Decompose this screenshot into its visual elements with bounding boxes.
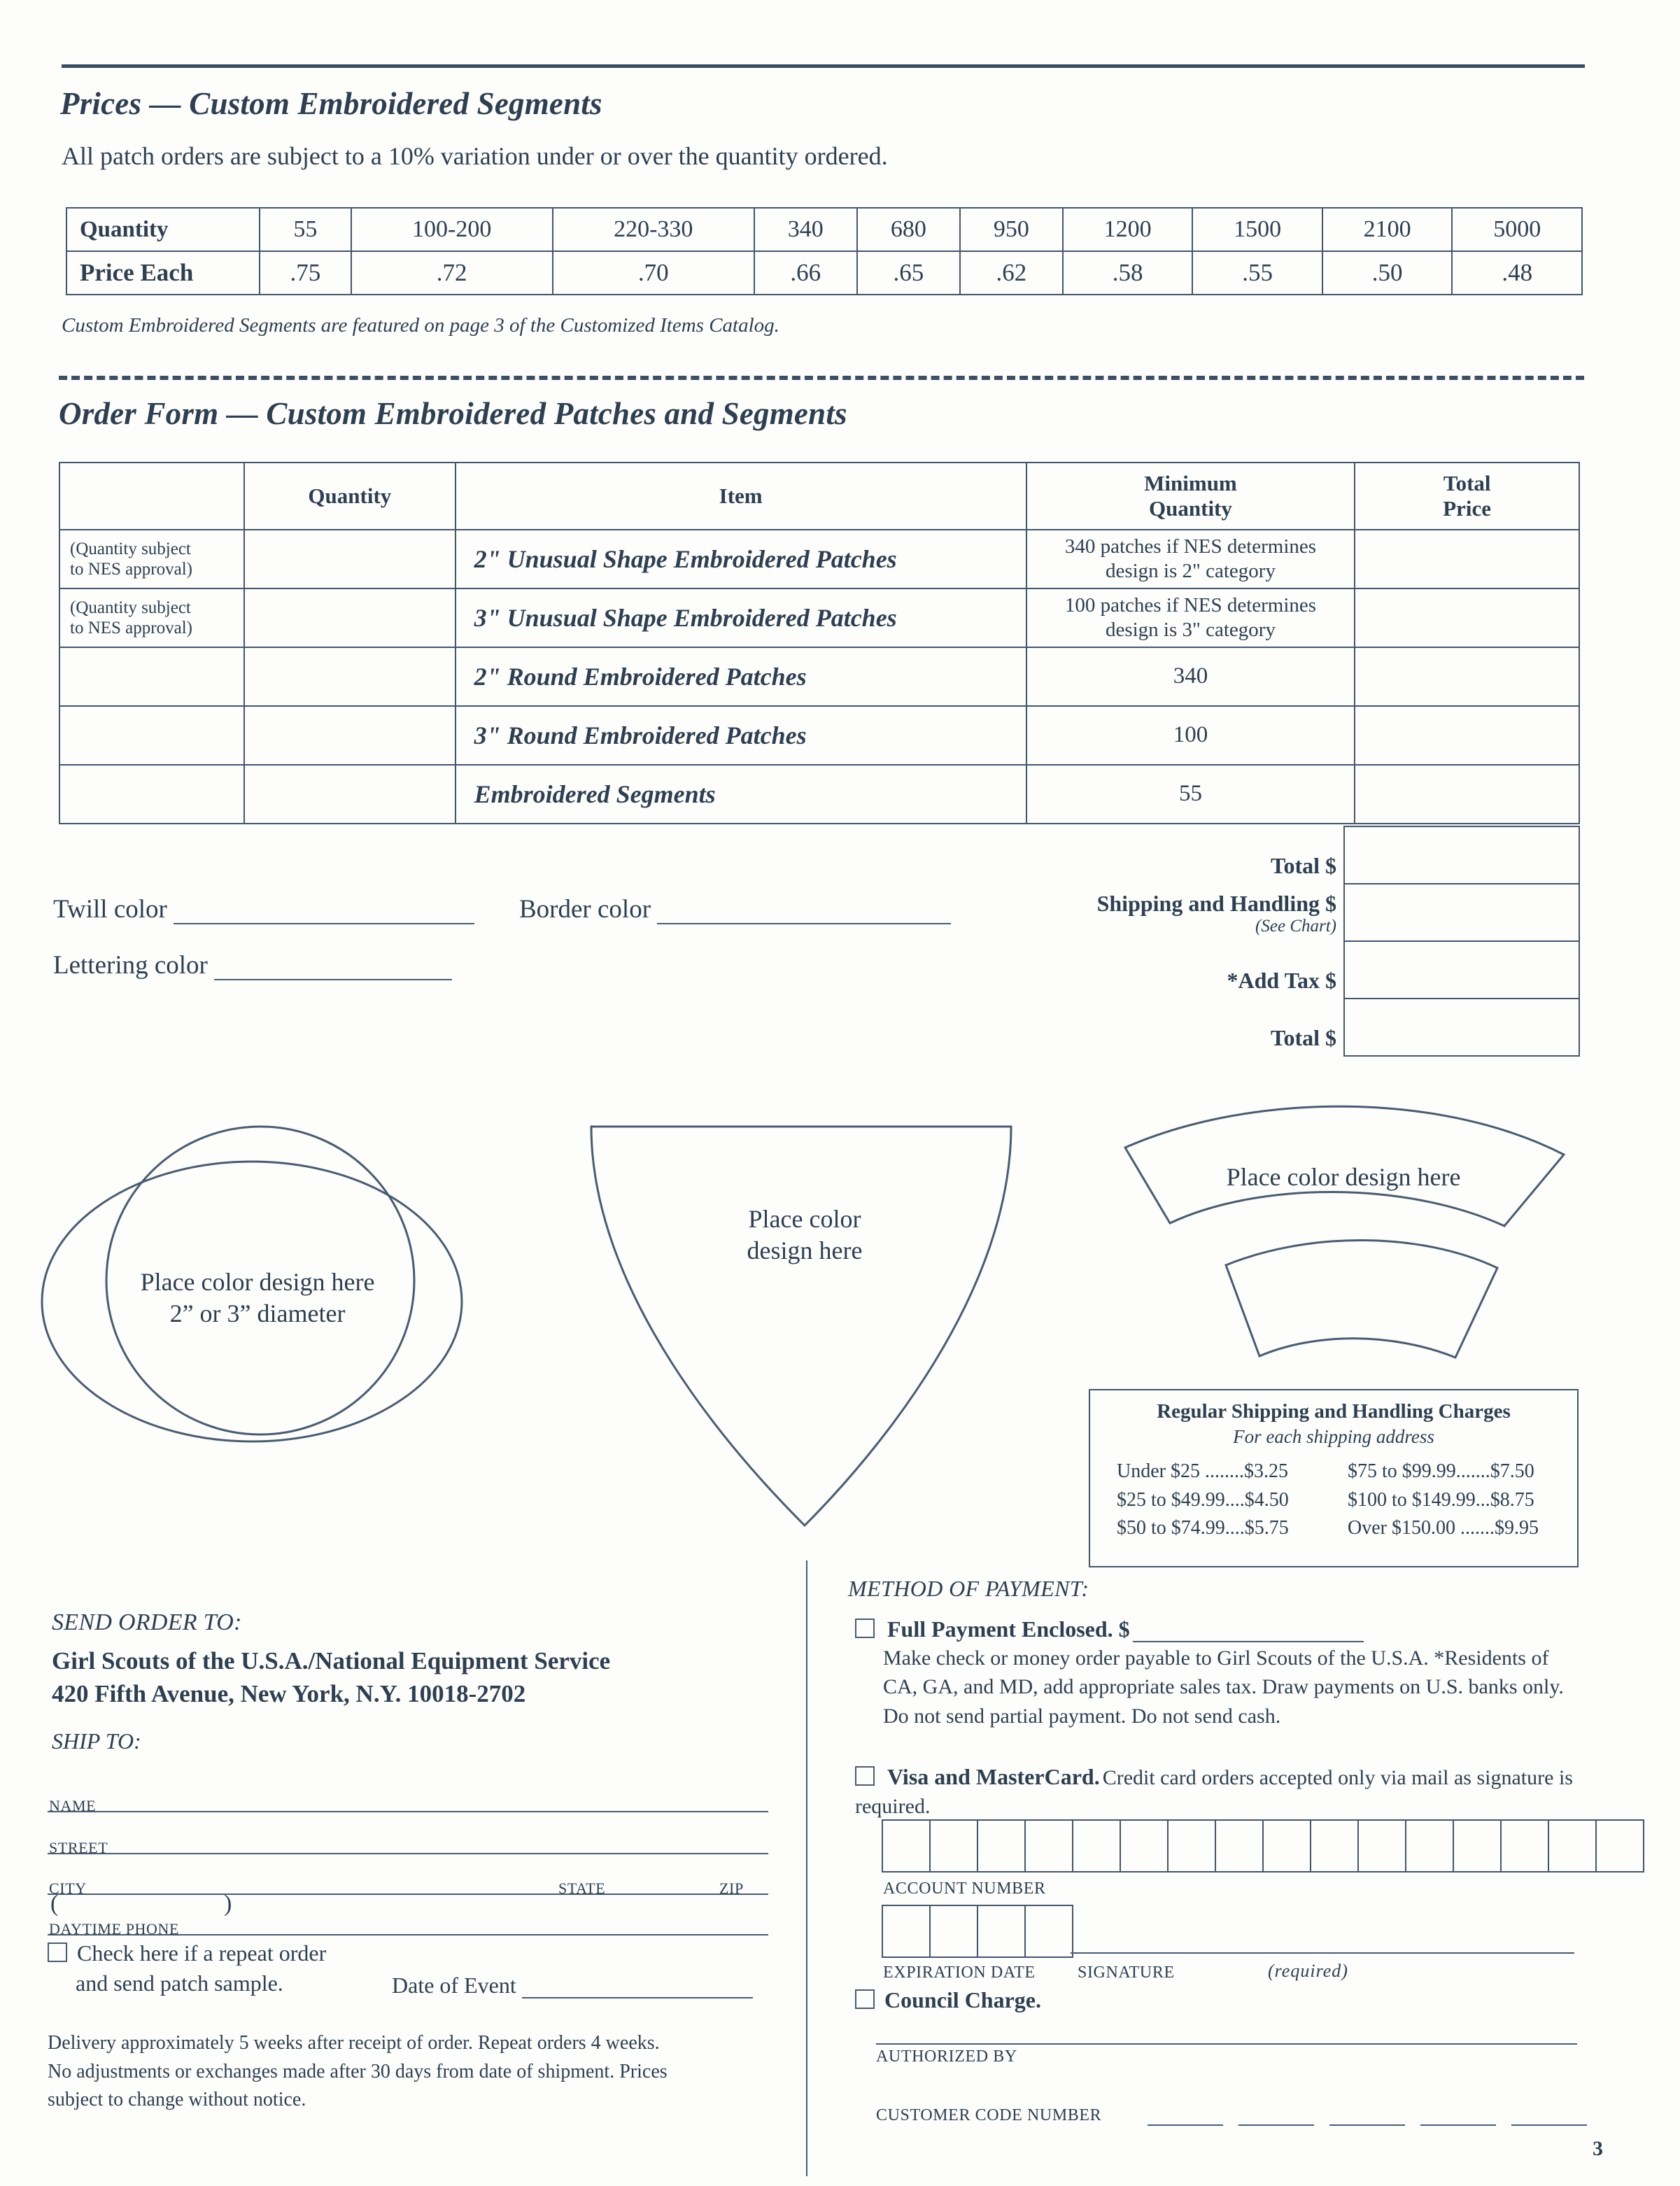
row-note-line1: (Quantity subject [70,598,191,617]
council-charge-option[interactable] [855,1987,1041,2013]
quantity-cell: 950 [960,208,1063,251]
header-item: Item [456,463,1026,530]
repeat-order-label-line1: Check here if a repeat order [77,1940,327,1966]
full-payment-amount-input[interactable] [1133,1617,1364,1642]
wedge-instruction-line2: design here [747,1236,863,1264]
round-patch-instruction-line2: 2” or 3” diameter [169,1299,346,1327]
price-table-quantity-row [66,208,1582,251]
account-number-cell[interactable] [1453,1819,1502,1873]
lettering-color-label: Lettering color [53,951,208,980]
account-number-cell[interactable] [882,1819,931,1873]
account-number-input[interactable] [883,1819,1644,1873]
account-number-cell[interactable] [1500,1819,1549,1873]
credit-card-option[interactable] [855,1763,1590,1821]
price-table [66,207,1583,295]
customer-code-label: CUSTOMER CODE NUMBER [876,2106,1102,2124]
method-of-payment-heading: METHOD OF PAYMENT: [848,1576,1089,1601]
account-number-cell[interactable] [929,1819,978,1873]
quantity-cell: 2100 [1322,208,1453,251]
border-color-field[interactable] [519,894,951,924]
shipping-chart-row [1117,1486,1551,1515]
quantity-cell: 55 [260,208,351,251]
quantity-cell: 100-200 [351,208,553,251]
quantity-input-cell[interactable] [244,706,456,765]
street-field[interactable] [48,1812,768,1854]
row-note [59,588,244,647]
row-note [59,530,244,588]
name-field[interactable] [48,1770,768,1812]
minimum-quantity-cell [1026,588,1355,647]
quantity-input-cell[interactable] [244,647,456,706]
delivery-terms-line3: subject to change without notice. [48,2089,306,2111]
phone-paren-close: ) [224,1891,232,1917]
header-total-line2: Price [1443,496,1492,521]
totals-label [1097,891,1336,936]
header-minimum-line1: Minimum [1144,471,1237,496]
customer-code-segment[interactable] [1329,2110,1405,2126]
quantity-cell: 1200 [1063,208,1193,251]
quantity-input-cell[interactable] [244,588,456,647]
date-of-event-field[interactable] [392,1972,753,1998]
authorized-by-input[interactable] [876,2043,1577,2045]
account-number-cell[interactable] [1120,1819,1169,1873]
account-number-cell[interactable] [1405,1819,1454,1873]
date-of-event-input[interactable] [522,1972,753,1998]
totals-box [1096,826,1580,1057]
price-cell: .55 [1192,251,1322,295]
order-form-table [59,462,1580,824]
total-price-input-cell[interactable] [1355,765,1579,824]
shipping-chart-title: Regular Shipping and Handling Charges [1157,1400,1511,1423]
row-note [59,647,244,706]
row-note [59,765,244,824]
repeat-order-checkbox-group[interactable] [48,1938,326,1998]
totals-row[interactable] [1096,884,1580,942]
order-table-row [59,588,1579,647]
price-row-label-price-each: Price Each [66,251,260,295]
row-note-line1: (Quantity subject [70,539,191,558]
prices-section-subtitle: All patch orders are subject to a 10% variation under or over the quantity ordered. [62,142,888,170]
totals-row[interactable] [1271,999,1580,1057]
daytime-phone-label: DAYTIME PHONE [49,1920,180,1938]
name-label: NAME [49,1797,97,1814]
order-table-row [59,706,1579,765]
minimum-quantity-cell [1026,647,1355,706]
round-patch-instruction [62,1267,453,1330]
checkbox-icon[interactable] [855,1989,875,2009]
header-total-line1: Total [1443,471,1491,496]
state-label: STATE [558,1880,606,1897]
signature-label: SIGNATURE [1078,1963,1175,1982]
full-payment-option[interactable] [855,1616,1583,1730]
account-number-cell[interactable] [1357,1819,1406,1873]
order-table-row [59,647,1579,706]
signature-required-note: (required) [1268,1961,1348,1981]
total-price-input-cell[interactable] [1355,530,1579,588]
totals-label: *Add Tax $ [1227,968,1336,993]
order-form-title: Order Form — Custom Embroidered Patches and Segments [59,396,847,431]
checkbox-icon[interactable] [48,1942,67,1962]
quantity-cell: 220-330 [553,208,754,251]
minimum-quantity-cell [1026,765,1355,824]
round-patch-instruction-line1: Place color design here [140,1268,375,1296]
total-price-input-cell[interactable] [1355,706,1579,765]
catalog-note: Custom Embroidered Segments are featured on page 3 of the Customized Items Catalog. [62,314,779,337]
expiration-date-input[interactable] [883,1905,1073,1958]
quantity-input-cell[interactable] [244,530,456,588]
twill-color-input[interactable] [174,895,474,924]
organization-name: Girl Scouts of the U.S.A./National Equipment Service [52,1647,611,1674]
border-color-input[interactable] [657,895,951,924]
delivery-terms [48,2029,761,2115]
totals-row[interactable] [1271,826,1580,884]
expiration-cell[interactable] [882,1905,931,1958]
wedge-instruction-line1: Place color [748,1205,861,1233]
checkbox-icon[interactable] [855,1766,875,1786]
price-cell: .75 [260,251,351,295]
customer-code-segment[interactable] [1148,2110,1223,2126]
price-cell: .50 [1322,251,1453,295]
repeat-order-label-line2: and send patch sample. [76,1970,283,1996]
segment-instruction: Place color design here [1226,1163,1461,1191]
phone-paren-open: ( [50,1891,59,1917]
total-price-input-cell[interactable] [1355,588,1579,647]
price-cell: .58 [1063,251,1193,295]
council-charge-label: Council Charge. [884,1987,1041,2012]
twill-color-label: Twill color [53,895,167,924]
wedge-outline [591,1127,1011,1525]
expiration-cell[interactable] [929,1905,978,1958]
minimum-line2: design is 2" category [1105,560,1276,582]
send-order-heading: SEND ORDER TO: [52,1609,242,1635]
item-name: Embroidered Segments [456,765,1026,824]
lettering-color-input[interactable] [214,951,452,980]
totals-label: Total $ [1271,1025,1336,1050]
shipping-range-left: $25 to $49.99....$4.50 [1117,1488,1289,1511]
item-name: 3" Round Embroidered Patches [456,706,1026,765]
minimum-quantity-cell [1026,706,1355,765]
shipping-chart [1089,1389,1579,1567]
order-table-header-row [59,463,1579,530]
shipping-chart-subtitle: For each shipping address [1233,1426,1434,1447]
minimum-line1: 340 [1173,663,1208,689]
quantity-cell: 1500 [1192,208,1322,251]
account-number-cell[interactable] [1167,1819,1216,1873]
quantity-input-cell[interactable] [244,765,456,824]
header-blank [59,463,244,530]
price-cell: .72 [351,251,553,295]
prices-section-title: Prices — Custom Embroidered Segments [60,86,602,121]
item-name: 3" Unusual Shape Embroidered Patches [456,588,1026,647]
minimum-line1: 100 patches if NES determines [1064,594,1317,617]
header-minimum-quantity [1026,463,1355,530]
price-row-label-quantity: Quantity [66,208,260,251]
dashed-divider [59,376,1584,380]
customer-code-segment[interactable] [1511,2110,1587,2126]
item-name: 2" Unusual Shape Embroidered Patches [456,530,1026,588]
ship-to-heading: SHIP TO: [52,1728,141,1754]
price-cell: .62 [960,251,1063,295]
daytime-phone-field[interactable] [48,1891,768,1938]
customer-code-input[interactable] [1148,2110,1602,2126]
price-cell: .66 [754,251,857,295]
expiration-cell[interactable] [1024,1905,1073,1958]
header-total-price [1355,463,1579,530]
item-name: 2" Round Embroidered Patches [456,647,1026,706]
organization-street: 420 Fifth Avenue, New York, N.Y. 10018-2702 [52,1680,526,1708]
minimum-quantity-cell [1026,530,1355,588]
quantity-cell: 680 [857,208,960,251]
street-label: STREET [49,1839,108,1856]
credit-card-label: Visa and MasterCard. [887,1764,1100,1789]
price-cell: .48 [1452,251,1582,295]
shipping-range-left: $50 to $74.99....$5.75 [1117,1517,1289,1539]
ship-to-fields [48,1770,768,1938]
account-number-cell[interactable] [1595,1819,1644,1873]
shipping-chart-row [1117,1458,1551,1486]
twill-color-field[interactable] [53,894,474,924]
date-of-event-label: Date of Event [392,1973,516,1998]
border-color-label: Border color [519,895,651,924]
order-table-row [59,530,1579,588]
credit-card-row[interactable] [855,1763,1590,1821]
delivery-terms-line1: Delivery approximately 5 weeks after receipt of order. Repeat orders 4 weeks. [48,2032,660,2054]
customer-code-segment[interactable] [1420,2110,1496,2126]
full-payment-label: Full Payment Enclosed. $ [887,1616,1130,1642]
account-number-cell[interactable] [1072,1819,1121,1873]
minimum-line2: design is 3" category [1105,619,1276,641]
expiration-date-label: EXPIRATION DATE [883,1963,1036,1982]
row-note-line2: to NES approval) [70,619,192,637]
account-number-cell[interactable] [1262,1819,1311,1873]
header-minimum-line2: Quantity [1149,496,1232,521]
organization-address [52,1644,610,1711]
zip-label: ZIP [719,1880,744,1897]
minimum-line1: 340 patches if NES determines [1064,535,1317,558]
minimum-line1: 100 [1173,722,1208,748]
credit-card-body: Credit card orders accepted only via mail as signature is required. [855,1766,1573,1819]
totals-label: Total $ [1271,853,1336,878]
lettering-color-field[interactable] [53,950,452,980]
shipping-range-left: Under $25 ........$3.25 [1117,1460,1288,1482]
quantity-cell: 5000 [1452,208,1582,251]
row-note-line2: to NES approval) [70,560,192,579]
full-payment-row[interactable] [855,1616,1583,1642]
account-number-label: ACCOUNT NUMBER [883,1880,1046,1898]
totals-row[interactable] [1227,942,1580,999]
vertical-divider [806,1560,807,2176]
wedge-instruction [616,1204,994,1267]
account-number-cell[interactable] [1310,1819,1359,1873]
shipping-range-right: Over $150.00 .......$9.95 [1348,1517,1539,1539]
total-price-input-cell[interactable] [1355,647,1579,706]
authorized-by-label: AUTHORIZED BY [876,2047,1017,2066]
totals-label-text: Shipping and Handling $ [1096,891,1336,916]
order-table-row [59,765,1579,824]
shipping-range-right: $100 to $149.99...$8.75 [1348,1488,1534,1511]
totals-label-sub: (See Chart) [1255,917,1336,936]
price-cell: .65 [857,251,960,295]
expiration-cell[interactable] [977,1905,1026,1958]
account-number-cell[interactable] [1548,1819,1597,1873]
full-payment-body: Make check or money order payable to Girl Scouts of the U.S.A. *Residents of CA, GA, and MD, add appropriate sales tax. Draw payments on U.S. banks only. Do not send partial payment. Do not send cash. [883,1646,1564,1728]
city-state-zip-field[interactable] [48,1854,768,1895]
quantity-cell: 340 [754,208,857,251]
account-number-cell[interactable] [1215,1819,1264,1873]
delivery-terms-line2: No adjustments or exchanges made after 30 days from date of shipment. Prices [48,2060,668,2082]
segment-outline-small [1226,1240,1497,1358]
top-rule [62,64,1585,68]
signature-input[interactable] [1071,1952,1574,1954]
minimum-line1: 55 [1178,781,1202,807]
row-note [59,706,244,765]
customer-code-segment[interactable] [1238,2110,1314,2126]
shipping-chart-rows [1090,1458,1577,1543]
price-table-price-row [66,251,1582,295]
price-cell: .70 [553,251,754,295]
city-label: CITY [49,1880,87,1897]
header-quantity: Quantity [244,463,456,530]
account-number-cell[interactable] [977,1819,1026,1873]
page-number: 3 [1593,2137,1603,2160]
checkbox-icon[interactable] [855,1619,875,1638]
shipping-chart-row [1117,1514,1551,1543]
shipping-range-right: $75 to $99.99.......$7.50 [1348,1460,1534,1482]
account-number-cell[interactable] [1024,1819,1073,1873]
